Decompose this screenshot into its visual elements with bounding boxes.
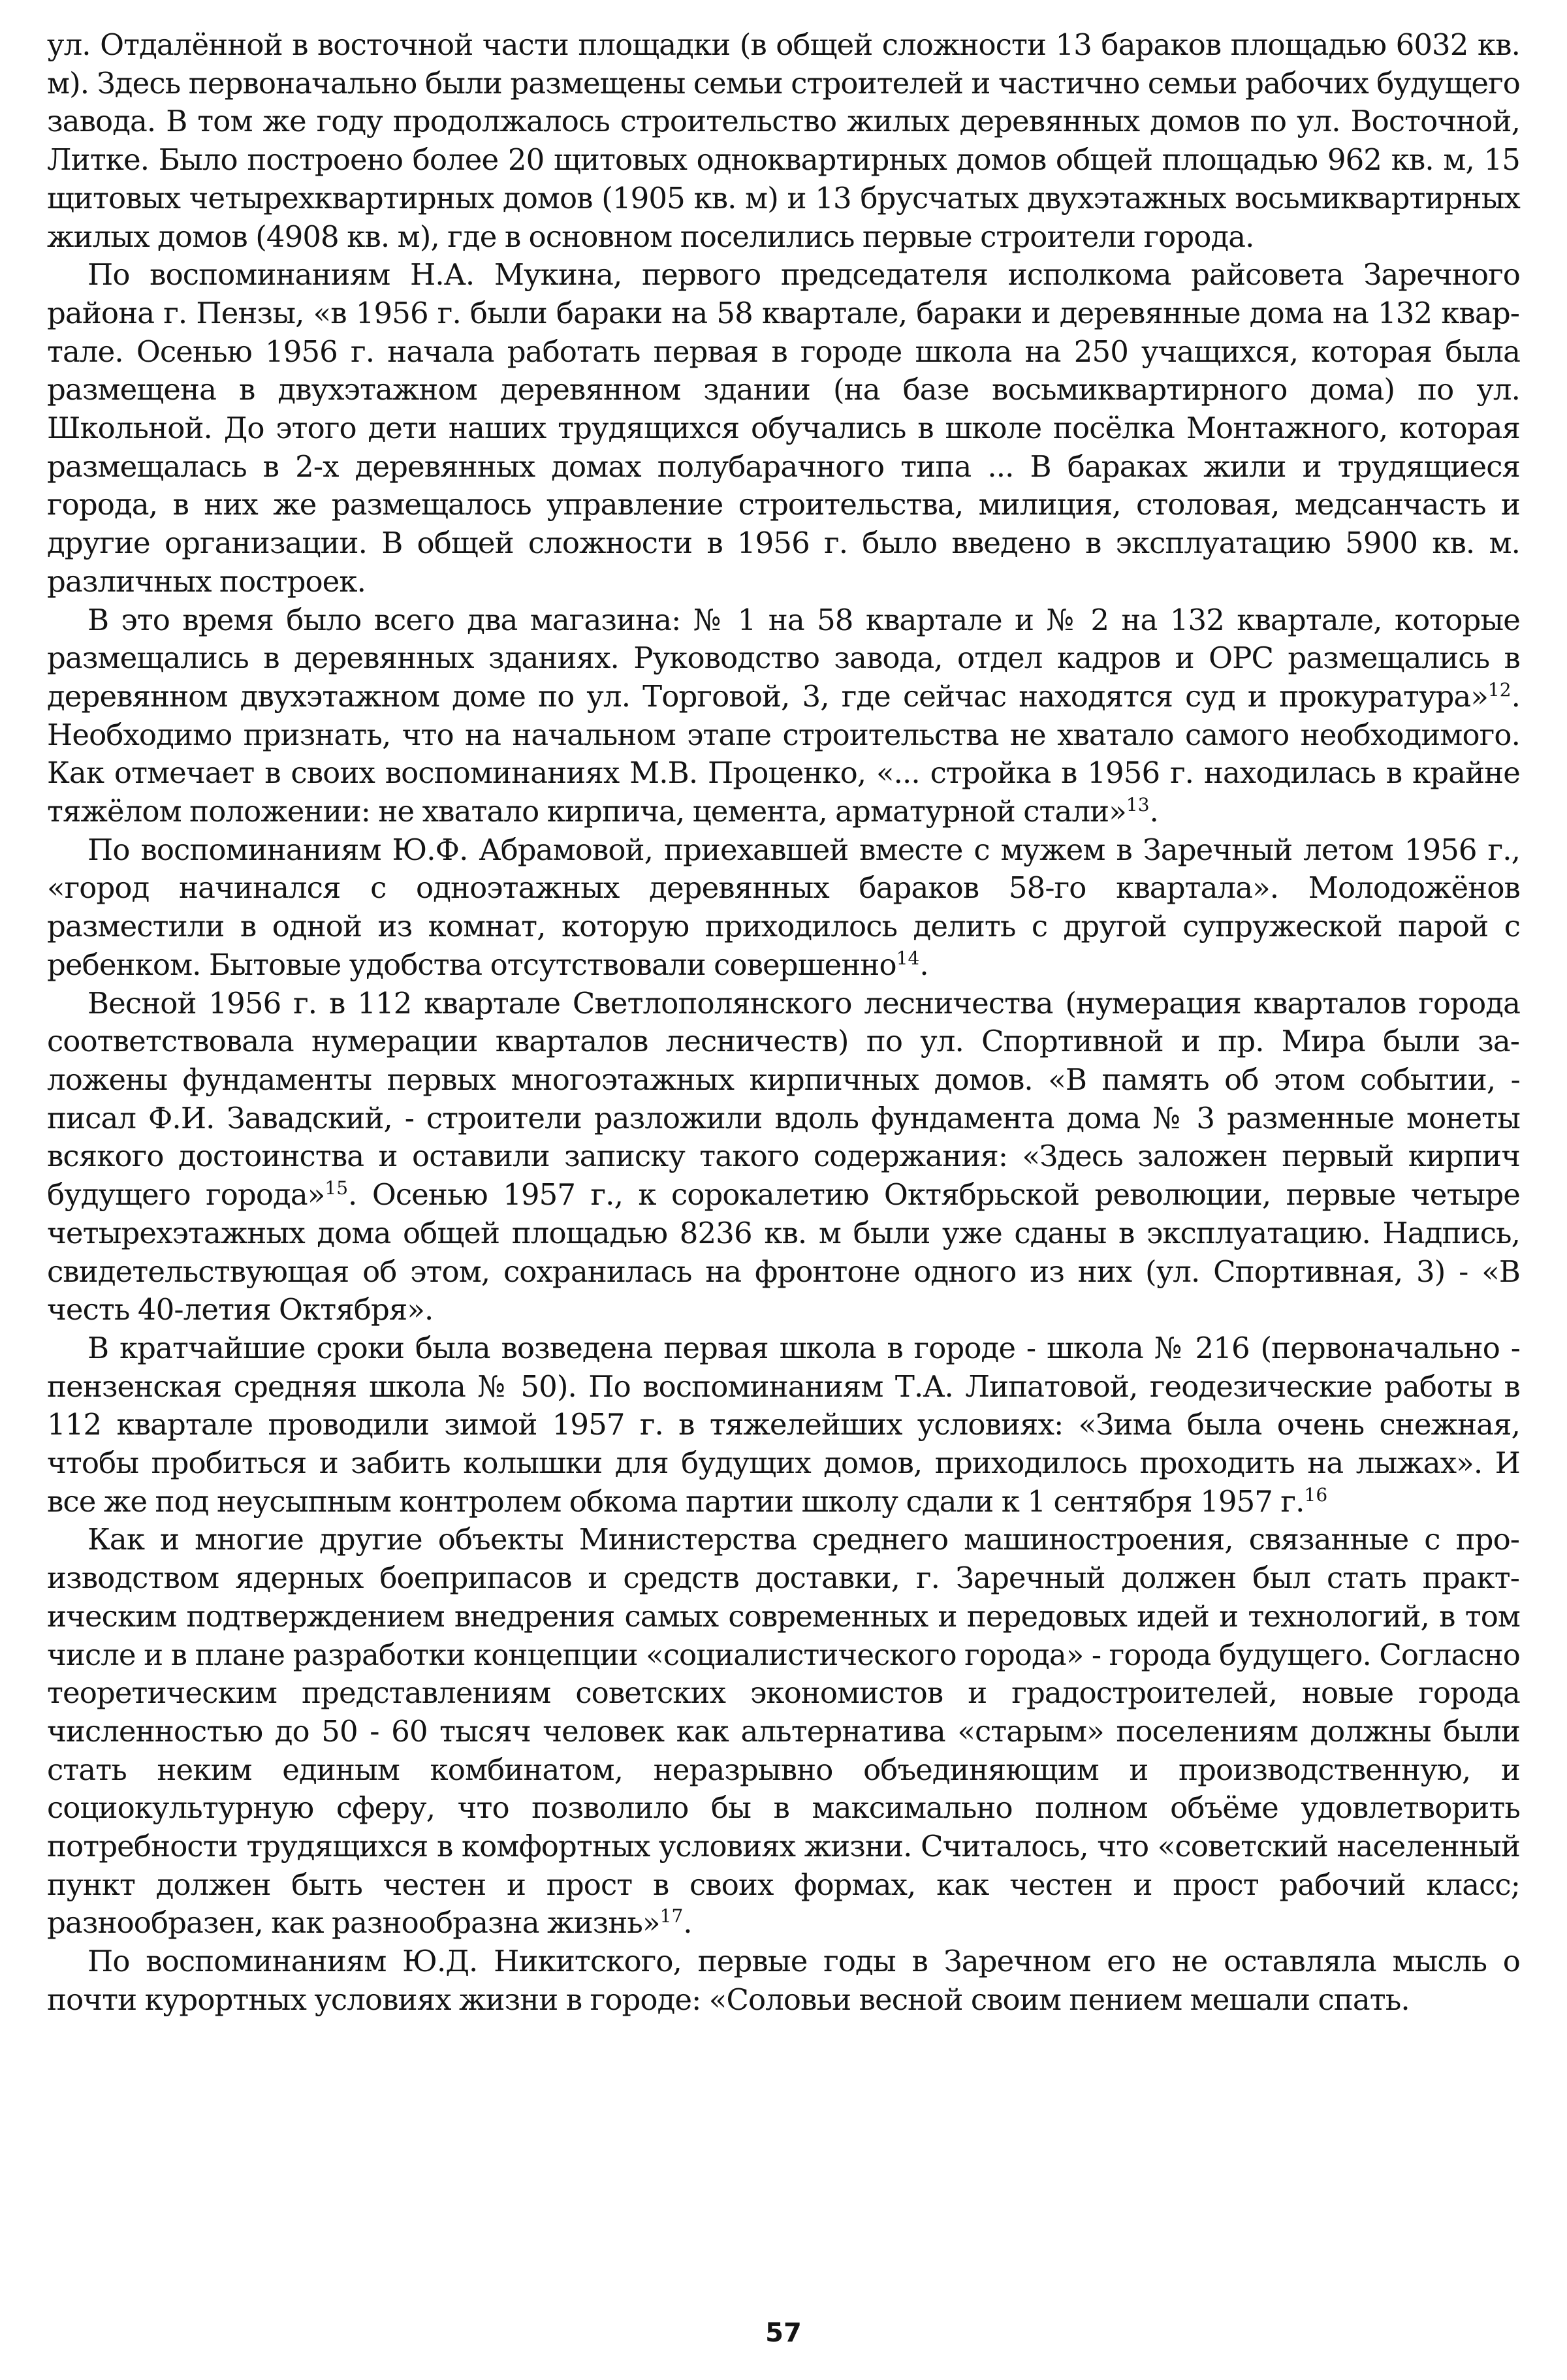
paragraph-text: Как и многие другие объекты Министерства среднего машиностроения, связанные с производством ядерных боеприпасов и средств доставки, г. Заречный должен был стать практическим подтверждением внедрения самых современных и передовых идей и технологий, в том числе и в плане разработки концепции «социалистического города» - города будущего. Согласно теоретическим представлениям советских экономистов и градостроителей, новые города численностью до 50 - 60 тысяч человек как альтернатива «старым» поселениям должны были стать неким единым комбинатом, неразрывно объединяющим и производственную, и социокультурную сферу, что позволило бы в максимально полном объёме удовлетворить потребности трудящихся в комфортных условиях жизни. Считалось, что «советский населенный пункт должен быть честен и прост в своих формах, как честен и прост рабочий класс; разнообразен, как разнообразна жизнь» [47,1522,1520,1941]
footnote-ref: 16 [1304,1484,1328,1506]
paragraph-text: В кратчайшие сроки была возведена первая школа в городе - школа № 216 (первоначально - пензенская средняя школа № 50). По воспоминаниям Т.А. Липатовой, геодезические работы в 112 квартале проводили зимой 1957 г. в тяжелейших условиях: «Зима была очень снежная, чтобы пробиться и забить колышки для будущих домов, приходилось проходить на лыжах». И все же под неусыпным контролем обкома партии школу сдали к 1 сентября 1957 г. [47,1330,1520,1519]
paragraph-6 [47,1329,1520,1521]
paragraph-text: . [1149,794,1158,829]
paragraph-7 [47,1521,1520,1943]
paragraph-3 [47,601,1520,831]
footnote-ref: 14 [896,947,920,969]
paragraph-text: ул. Отдалённой в восточной части площадки (в общей сложности 13 бараков площадью 6032 кв. м). Здесь первоначально были размещены семьи строителей и частично семьи рабочих будущего завода. В том же году продолжалось строительство жилых деревянных домов по ул. Восточной, Литке. Было построено более 20 щитовых одноквартирных домов общей площадью 962 кв. м, 15 щитовых четырехквартирных домов (1905 кв. м) и 13 брусчатых двухэтажных восьмиквартирных жилых домов (4908 кв. м), где в основном поселились первые строители города. [47,27,1520,254]
paragraph-text: . Осенью 1957 г., к сорокалетию Октябрьской революции, первые четыре четырехэтажных дома общей площадью 8236 кв. м были уже сданы в эксплуатацию. Надпись, свидетельствующая об этом, сохранилась на фронтоне одного из них (ул. Спортивная, 3) - «В честь 40-летия Октября». [47,1177,1520,1327]
paragraph-text: В это время было всего два магазина: № 1 на 58 квартале и № 2 на 132 квартале, которые размещались в деревянных зданиях. Руководство завода, отдел кадров и ОРС размещались в деревянном двухэтажном доме по ул. Торговой, 3, где сейчас находятся суд и прокуратура» [47,602,1520,714]
paragraph-text: По воспоминаниям Ю.Ф. Абрамовой, приехавшей вместе с мужем в Заречный летом 1956 г., «город начинался с одноэтажных деревянных бараков 58-го квартала». Молодожёнов разместили в одной из комнат, которую приходилось делить с другой супружеской парой с ребенком. Бытовые удобства отсутствовали совершенно [47,832,1520,982]
footnote-ref: 13 [1126,794,1150,816]
paragraph-text: По воспоминаниям Ю.Д. Никитского, первые годы в Заречном его не оставляла мысль о почти курортных условиях жизни в городе: «Соловьи весной своим пением мешали спать. [47,1944,1520,2017]
footnote-ref: 12 [1487,678,1512,701]
paragraph-text: . [683,1905,692,1941]
paragraph-8 [47,1943,1520,2019]
paragraph-5 [47,985,1520,1329]
page-body-text [47,26,1520,2020]
paragraph-text: . Необходимо признать, что на начальном этапе строительства не хватало самого необходимого. Как отмечает в своих воспоминаниях М.В. Проценко, «... стройка в 1956 г. находилась в крайне тяжёлом положении: не хватало кирпича, цемента, арматурной стали» [47,678,1520,829]
paragraph-text: . [919,947,928,982]
paragraph-4 [47,831,1520,985]
paragraph-text: По воспоминаниям Н.А. Мукина, первого председателя исполкома райсовета Заречного района г. Пензы, «в 1956 г. были бараки на 58 квартале, бараки и деревянные дома на 132 квартале. Осенью 1956 г. начала работать первая в городе школа на 250 учащихся, которая была размещена в двухэтажном деревянном здании (на базе восьмиквартирного дома) по ул. Школьной. До этого дети наших трудящихся обучались в школе посёлка Монтажного, которая размещалась в 2-х деревянных домах полубарачного типа ... В бараках жили и трудящиеся города, в них же размещалось управление строительства, милиция, столовая, медсанчасть и другие организации. В общей сложности в 1956 г. было введено в эксплуатацию 5900 кв. м. различных построек. [47,257,1520,599]
footnote-ref: 17 [659,1905,684,1928]
paragraph-2 [47,256,1520,601]
footnote-ref: 15 [324,1177,349,1199]
paragraph-text: Весной 1956 г. в 112 квартале Светлополянского лесничества (нумерация кварталов города соответствовала нумерации кварталов лесничеств) по ул. Спортивной и пр. Мира были заложены фундаменты первых многоэтажных кирпичных домов. «В память об этом событии, - писал Ф.И. Завадский, - строители разложили вдоль фундамента дома № 3 разменные монеты всякого достоинства и оставили записку такого содержания: «Здесь заложен первый кирпич будущего города» [47,985,1520,1213]
page-number: 57 [765,2318,802,2348]
paragraph-1 [47,26,1520,256]
